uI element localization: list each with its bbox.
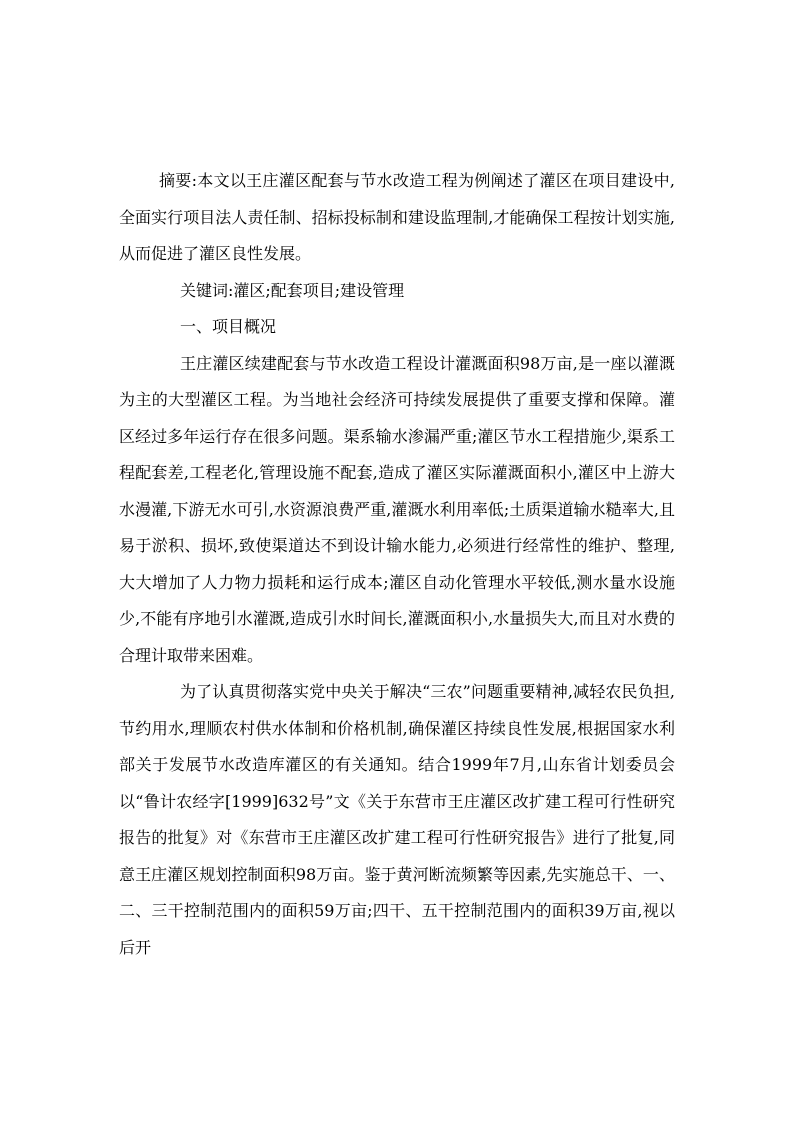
body-paragraph-2: 为了认真贯彻落实党中央关于解决“三农”问题重要精神,减轻农民负担,节约用水,理顺农村供水体制和价格机制,确保灌区持续良性发展,根据国家水利部关于发展节水改造库灌区的有关通知。结合1999年7月,山东省计划委员会以“鲁计农经字[1999]632号”文《关于东营市王庄灌区改扩建工程可行性研究报告的批复》对《东营市王庄灌区改扩建工程可行性研究报告》进行了批复,同意王庄灌区规划控制面积98万亩。鉴于黄河断流频繁等因素,先实施总干、一、二、三干控制范围内的面积59万亩;四干、五干控制范围内的面积39万亩,视以后开	[119, 682, 675, 957]
section-heading-project-overview: 一、项目概况	[180, 317, 277, 336]
keywords-paragraph: 关键词:灌区;配套项目;建设管理	[180, 280, 405, 300]
document-body	[119, 163, 675, 966]
body-paragraph-1: 王庄灌区续建配套与节水改造工程设计灌溉面积98万亩,是一座以灌溉为主的大型灌区工程。为当地社会经济可持续发展提供了重要支撑和保障。灌区经过多年运行存在很多问题。渠系输水渗漏严重;灌区节水工程措施少,渠系工程配套差,工程老化,管理设施不配套,造成了灌区实际灌溉面积小,灌区中上游大水漫灌,下游无水可引,水资源浪费严重,灌溉水利用率低;土质渠道输水糙率大,且易于淤积、损坏,致使渠道达不到设计输水能力,必须进行经常性的维护、整理,大大增加了人力物力损耗和运行成本;灌区自动化管理水平较低,测水量水设施少,不能有序地引水灌溉,造成引水时间长,灌溉面积小,水量损失大,而且对水费的合理计取带来困难。	[119, 353, 675, 665]
abstract-paragraph: 摘要:本文以王庄灌区配套与节水改造工程为例阐述了灌区在项目建设中,全面实行项目法人责任制、招标投标制和建设监理制,才能确保工程按计划实施,从而促进了灌区良性发展。	[119, 171, 675, 263]
